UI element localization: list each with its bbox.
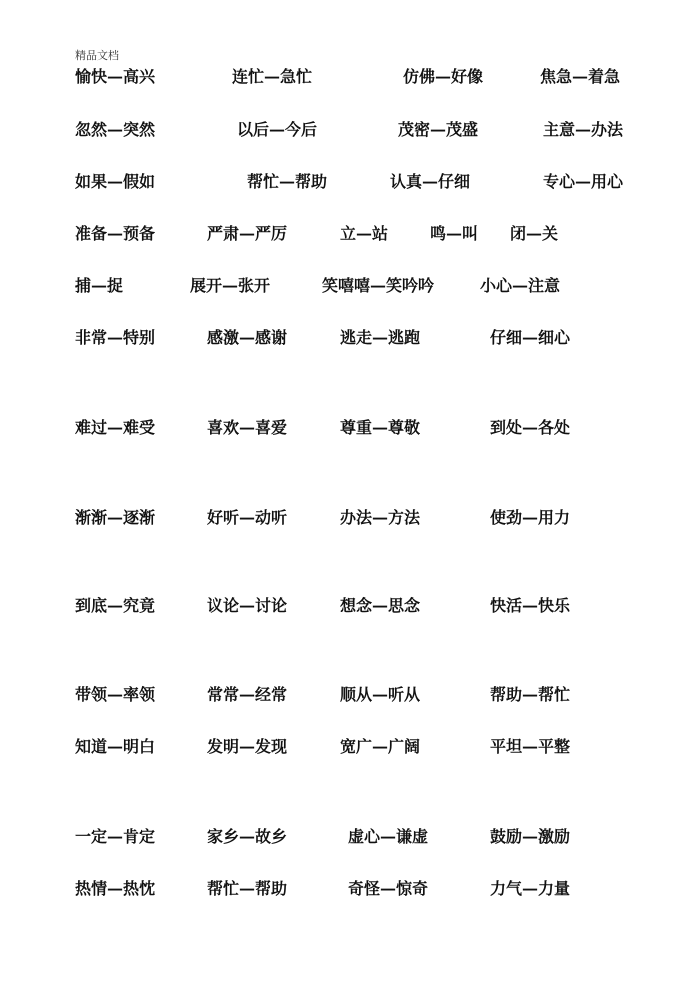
synonym-pair: 平坦—平整 [490,737,571,756]
synonym-pair: 笑嘻嘻—笑吟吟 [322,276,435,295]
synonym-pair: 到处—各处 [490,418,571,437]
document-header: 精品文档 [75,49,119,62]
synonym-pair: 帮助—帮忙 [490,685,571,704]
synonym-pair: 顺从—听从 [340,685,421,704]
synonym-pair: 虚心—谦虚 [348,827,429,846]
synonym-pair: 愉快—高兴 [75,67,156,86]
synonym-pair: 仔细—细心 [490,328,571,347]
synonym-pair: 茂密—茂盛 [398,120,479,139]
word-row [0,735,700,759]
word-row [0,416,700,440]
synonym-pair: 带领—率领 [75,685,156,704]
synonym-pair: 立—站 [340,224,389,243]
word-row [0,274,700,298]
synonym-pair: 非常—特别 [75,328,156,347]
word-row [0,65,700,89]
synonym-pair: 鼓励—激励 [490,827,571,846]
synonym-pair: 帮忙—帮助 [207,879,288,898]
synonym-pair: 展开—张开 [190,276,271,295]
word-row [0,825,700,849]
synonym-pair: 尊重—尊敬 [340,418,421,437]
synonym-pair: 到底—究竟 [75,596,156,615]
word-row [0,594,700,618]
synonym-pair: 严肃—严厉 [207,224,288,243]
synonym-pair: 帮忙—帮助 [247,172,328,191]
synonym-pair: 捕—捉 [75,276,124,295]
synonym-pair: 想念—思念 [340,596,421,615]
synonym-pair: 闭—关 [510,224,559,243]
synonym-pair: 如果—假如 [75,172,156,191]
synonym-pair: 认真—仔细 [390,172,471,191]
synonym-pair: 鸣—叫 [430,224,479,243]
synonym-pair: 忽然—突然 [75,120,156,139]
synonym-pair: 知道—明白 [75,737,156,756]
synonym-pair: 热情—热忱 [75,879,156,898]
word-row [0,326,700,350]
synonym-pair: 小心—注意 [480,276,561,295]
synonym-pair: 力气—力量 [490,879,571,898]
synonym-pair: 奇怪—惊奇 [348,879,429,898]
word-row [0,118,700,142]
word-row [0,683,700,707]
synonym-pair: 难过—难受 [75,418,156,437]
synonym-pair: 使劲—用力 [490,508,571,527]
synonym-pair: 议论—讨论 [207,596,288,615]
word-row [0,170,700,194]
synonym-pair: 一定—肯定 [75,827,156,846]
synonym-pair: 以后—今后 [237,120,318,139]
synonym-pair: 家乡—故乡 [207,827,288,846]
synonym-pair: 主意—办法 [543,120,624,139]
synonym-pair: 办法—方法 [340,508,421,527]
synonym-pair: 快活—快乐 [490,596,571,615]
synonym-pair: 专心—用心 [543,172,624,191]
synonym-pair: 感激—感谢 [207,328,288,347]
synonym-pair: 逃走—逃跑 [340,328,421,347]
synonym-pair: 喜欢—喜爱 [207,418,288,437]
synonym-pair: 发明—发现 [207,737,288,756]
synonym-pair: 准备—预备 [75,224,156,243]
synonym-pair: 好听—动听 [207,508,288,527]
synonym-pair: 仿佛—好像 [403,67,484,86]
synonym-pair: 连忙—急忙 [232,67,313,86]
synonym-pair: 渐渐—逐渐 [75,508,156,527]
word-row [0,506,700,530]
synonym-pair: 焦急—着急 [540,67,621,86]
word-row [0,877,700,901]
word-row [0,222,700,246]
synonym-pair: 宽广—广阔 [340,737,421,756]
synonym-pair: 常常—经常 [207,685,288,704]
